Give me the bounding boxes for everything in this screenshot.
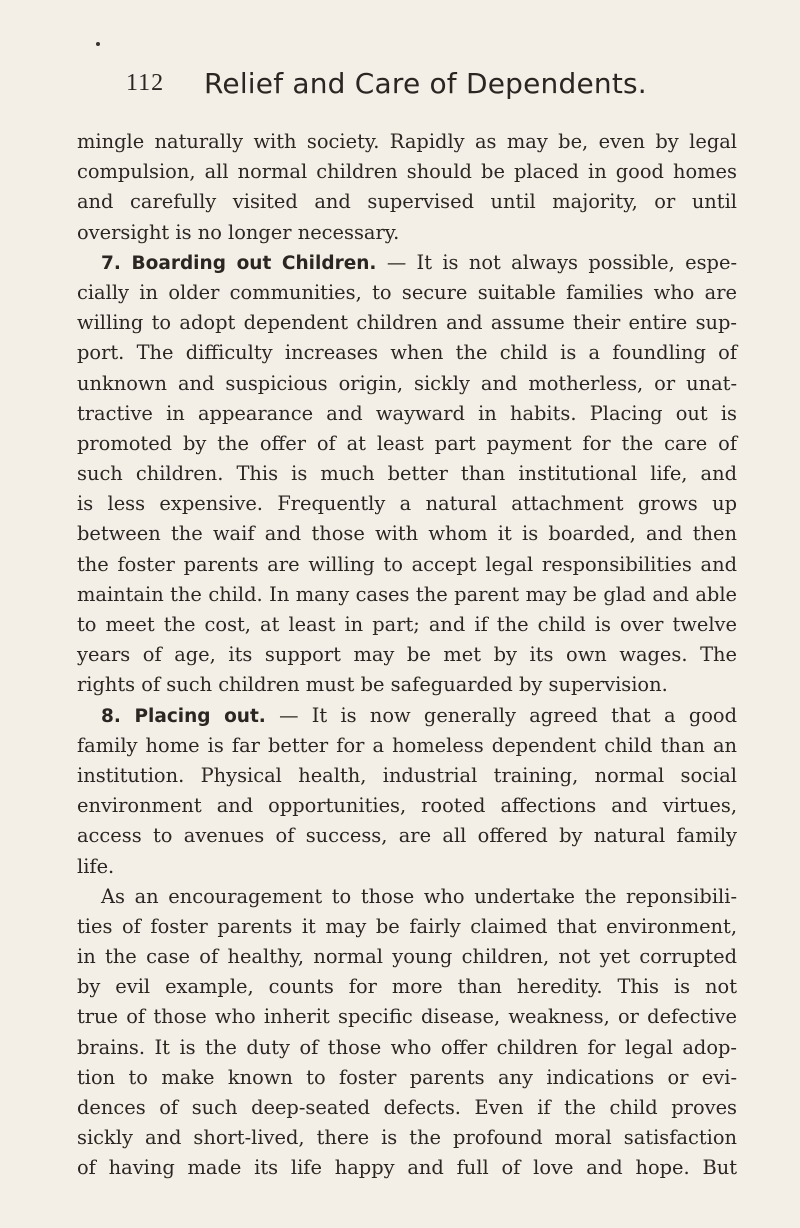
text-line: As an encouragement to those who undertake the reponsibili- bbox=[101, 884, 737, 908]
text-line: institution. Physical health, industrial training, normal social bbox=[77, 763, 737, 787]
text-line: to meet the cost, at least in part; and if the child is over twelve bbox=[77, 613, 737, 636]
text-line: sickly and short-lived, there is the profound moral satisfaction bbox=[77, 1126, 737, 1150]
text-line: port. The difficulty increases when the child is a foundling of bbox=[77, 341, 737, 365]
text-line: access to avenues of success, are all offered by natural family bbox=[77, 824, 737, 848]
text-line: dences of such deep-seated defects. Even if the child proves bbox=[77, 1096, 737, 1119]
text-line: unknown and suspicious origin, sickly and motherless, or unat- bbox=[77, 371, 737, 395]
text-line: rights of such children must be safeguarded by supervision. bbox=[77, 673, 668, 697]
text-line: tion to make known to foster parents any indications or evi- bbox=[77, 1065, 737, 1089]
text-line: ties of foster parents it may be fairly claimed that environment, bbox=[77, 914, 737, 938]
text-line: in the case of healthy, normal young children, not yet corrupted bbox=[77, 945, 737, 969]
text-line: of having made its life happy and full of love and hope. But bbox=[77, 1156, 737, 1180]
section-8-first-line bbox=[77, 701, 737, 731]
text-line: life. bbox=[77, 854, 115, 878]
text-line: brains. It is the duty of those who offer children for legal adop- bbox=[77, 1035, 737, 1059]
section-text: — It is not always possible, espe- bbox=[376, 250, 738, 274]
text-line: between the waif and those with whom it is boarded, and then bbox=[77, 522, 737, 546]
text-line: mingle naturally with society. Rapidly as may be, even by legal bbox=[77, 130, 737, 153]
running-title: Relief and Care of Dependents. bbox=[204, 67, 647, 100]
section-7-first-line bbox=[77, 248, 737, 278]
text-line: cially in older communities, to secure suitable families who are bbox=[77, 280, 737, 304]
section-heading-placing-out: 8. Placing out. bbox=[101, 705, 266, 727]
page-body bbox=[77, 127, 737, 1184]
text-line: such children. This is much better than institutional life, and bbox=[77, 462, 737, 486]
text-line: compulsion, all normal children should be placed in good homes bbox=[77, 160, 737, 184]
text-line: promoted by the offer of at least part payment for the care of bbox=[77, 431, 737, 455]
page-number: 112 bbox=[126, 70, 165, 96]
section-heading-boarding-out: 7. Boarding out Children. bbox=[101, 252, 377, 274]
text-line: years of age, its support may be met by its own wages. The bbox=[77, 643, 737, 667]
text-line: family home is far better for a homeless dependent child than an bbox=[77, 733, 737, 757]
section-text: — It is now generally agreed that a good bbox=[265, 703, 737, 727]
text-line: environment and opportunities, rooted affections and virtues, bbox=[77, 794, 737, 818]
text-line: the foster parents are willing to accept legal responsibilities and bbox=[77, 552, 737, 576]
ink-speck bbox=[96, 42, 100, 46]
text-line: maintain the child. In many cases the parent may be glad and able bbox=[77, 582, 737, 606]
text-line: by evil example, counts for more than heredity. This is not bbox=[77, 975, 737, 999]
text-line: is less expensive. Frequently a natural attachment grows up bbox=[77, 492, 737, 516]
text-line: true of those who inherit specific disease, weakness, or defective bbox=[77, 1005, 737, 1029]
text-line: tractive in appearance and wayward in habits. Placing out is bbox=[77, 401, 737, 425]
page-header bbox=[126, 67, 736, 110]
text-line: oversight is no longer necessary. bbox=[77, 220, 400, 244]
text-line: willing to adopt dependent children and assume their entire sup- bbox=[77, 311, 737, 335]
text-line: and carefully visited and supervised until majority, or until bbox=[77, 190, 737, 214]
